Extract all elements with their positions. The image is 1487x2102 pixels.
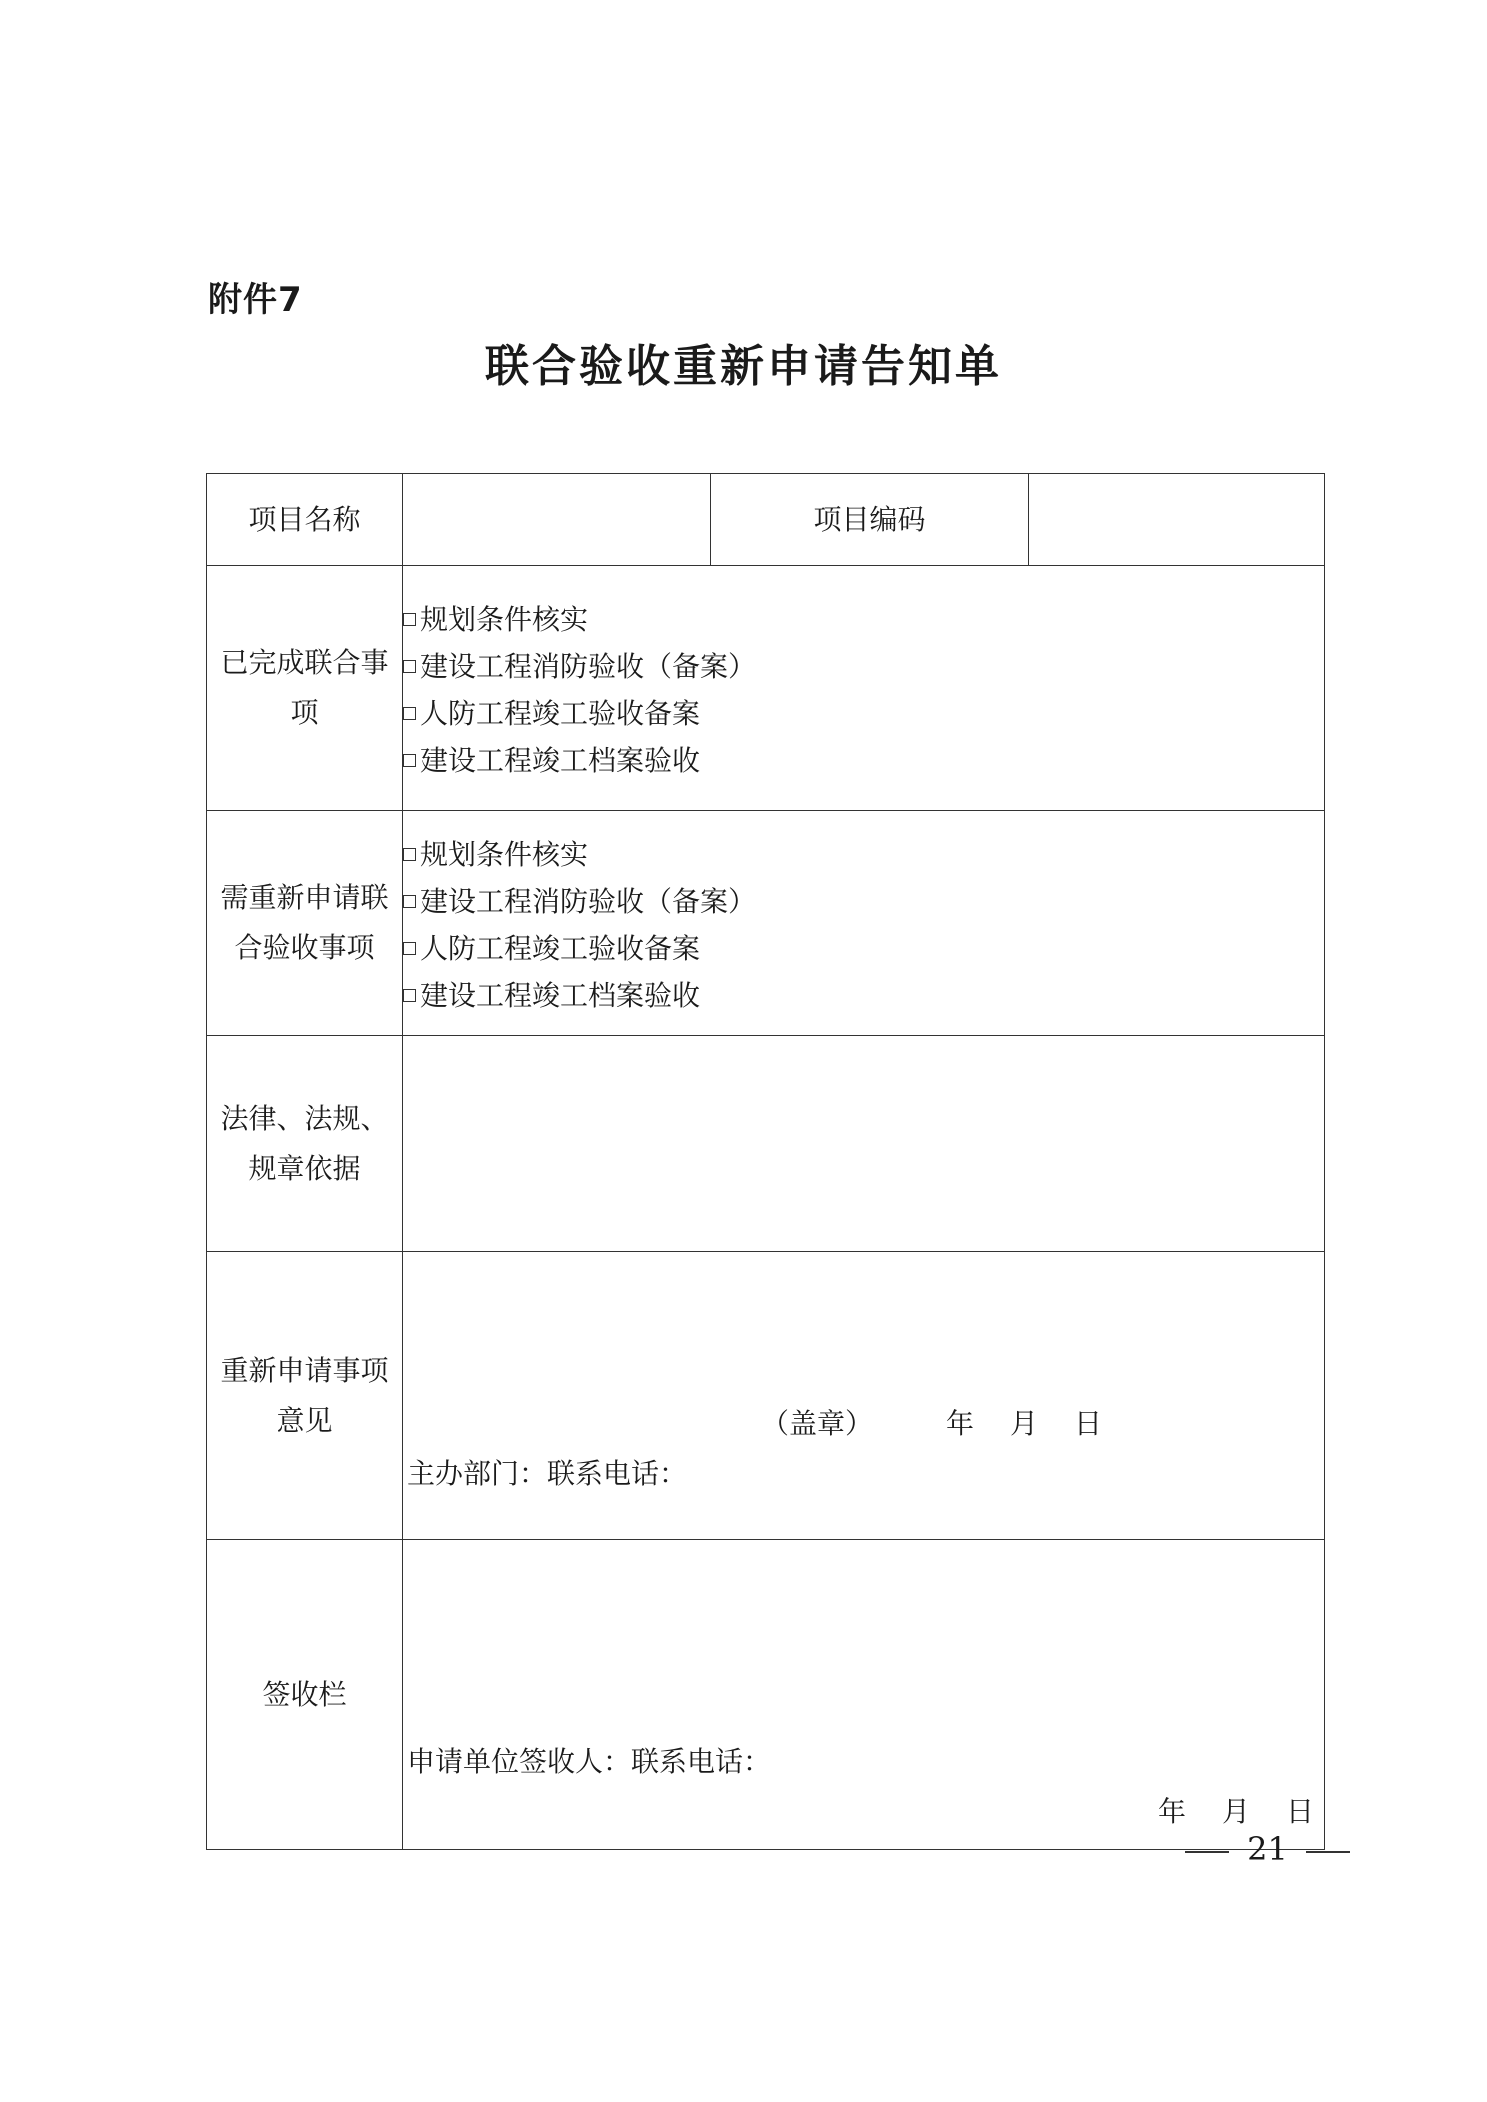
page-number-value: 21	[1247, 1830, 1288, 1868]
receipt-field[interactable]	[403, 1540, 1325, 1850]
project-code-label: 项目编码	[711, 474, 1029, 566]
receipt-signer-contact: 申请单位签收人：联系电话：	[407, 1745, 772, 1778]
checkbox-icon[interactable]	[403, 942, 416, 955]
legal-basis-label: 法律、法规、规章依据	[207, 1036, 403, 1252]
attachment-label: 附件7	[208, 280, 303, 320]
completed-option-label: 建设工程消防验收（备案）	[420, 649, 757, 683]
completed-option[interactable]	[403, 594, 1324, 641]
project-row	[207, 474, 1325, 566]
reapply-option[interactable]	[403, 923, 1324, 970]
reapply-option[interactable]	[403, 970, 1324, 1017]
reapply-option[interactable]	[403, 829, 1324, 876]
opinion-row	[207, 1252, 1325, 1540]
dash-right-icon	[1306, 1851, 1350, 1853]
project-name-label: 项目名称	[207, 474, 403, 566]
completed-items-row	[207, 566, 1325, 811]
checkbox-icon[interactable]	[403, 989, 416, 1002]
checkbox-icon[interactable]	[403, 707, 416, 720]
opinion-field[interactable]	[403, 1252, 1325, 1540]
seal-placeholder: （盖章）	[761, 1407, 874, 1440]
checkbox-icon[interactable]	[403, 895, 416, 908]
legal-basis-field[interactable]	[403, 1036, 1325, 1252]
completed-option[interactable]	[403, 641, 1324, 688]
checkbox-icon[interactable]	[403, 660, 416, 673]
completed-option-label: 规划条件核实	[420, 602, 589, 636]
completed-items-label: 已完成联合事项	[207, 566, 403, 811]
reapply-option-label: 人防工程竣工验收备案	[420, 931, 701, 965]
completed-option-label: 建设工程竣工档案验收	[420, 743, 701, 777]
reapply-option-label: 规划条件核实	[420, 837, 589, 871]
form-title: 联合验收重新申请告知单	[485, 341, 1002, 392]
completed-option[interactable]	[403, 735, 1324, 782]
legal-basis-row	[207, 1036, 1325, 1252]
completed-option[interactable]	[403, 688, 1324, 735]
receipt-label: 签收栏	[207, 1540, 403, 1850]
reapply-items-row	[207, 811, 1325, 1036]
completed-option-label: 人防工程竣工验收备案	[420, 696, 701, 730]
receipt-date: 年 月 日	[1157, 1795, 1318, 1828]
reapply-option[interactable]	[403, 876, 1324, 923]
host-department-contact: 主办部门：联系电话：	[407, 1457, 688, 1490]
completed-items-list	[403, 566, 1325, 811]
opinion-date: 年 月 日	[946, 1407, 1107, 1440]
checkbox-icon[interactable]	[403, 613, 416, 626]
reapply-items-list	[403, 811, 1325, 1036]
receipt-row	[207, 1540, 1325, 1850]
opinion-label: 重新申请事项意见	[207, 1252, 403, 1540]
page-number	[1185, 1830, 1350, 1868]
reapply-items-label: 需重新申请联合验收事项	[207, 811, 403, 1036]
project-name-field[interactable]	[403, 474, 711, 566]
reapply-option-label: 建设工程竣工档案验收	[420, 978, 701, 1012]
dash-left-icon	[1185, 1851, 1229, 1853]
reapply-option-label: 建设工程消防验收（备案）	[420, 884, 757, 918]
notice-form-table	[206, 473, 1325, 1850]
project-code-field[interactable]	[1029, 474, 1325, 566]
checkbox-icon[interactable]	[403, 754, 416, 767]
checkbox-icon[interactable]	[403, 848, 416, 861]
